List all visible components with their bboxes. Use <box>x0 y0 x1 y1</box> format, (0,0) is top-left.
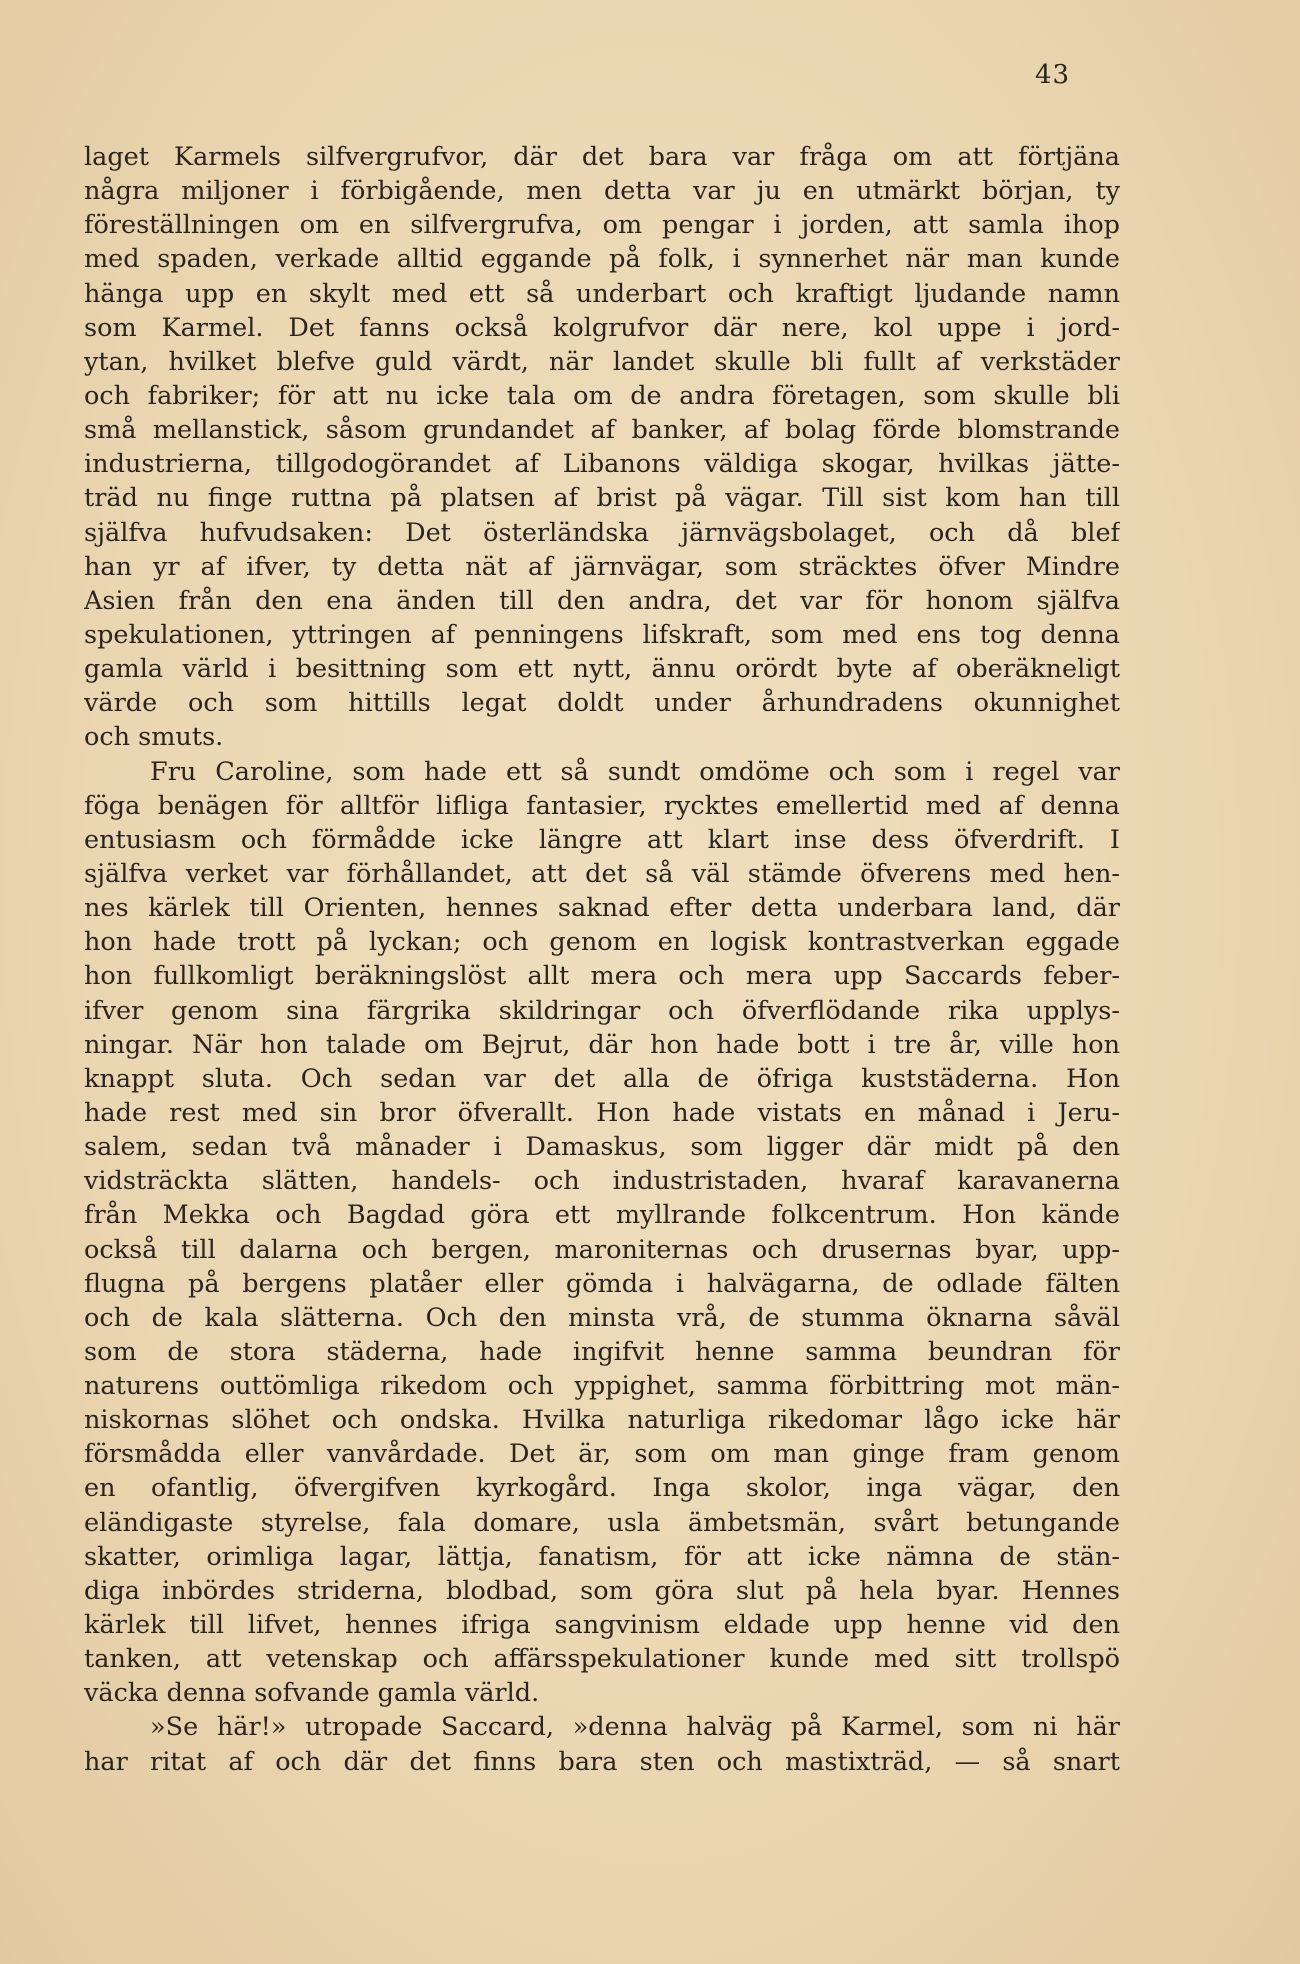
text-line: ifver genom sina färgrika skildringar och öfverflödande rika upplys- <box>84 995 1120 1026</box>
text-line: »Se här!» utropade Saccard, »denna halväg på Karmel, som ni här <box>150 1712 1120 1743</box>
text-line: eländigaste styrelse, fala domare, usla ämbetsmän, svårt betungande <box>84 1507 1120 1538</box>
text-line: knappt sluta. Och sedan var det alla de öfriga kuststäderna. Hon <box>84 1063 1120 1094</box>
text-line: nes kärlek till Orienten, hennes saknad efter detta underbara land, där <box>84 893 1120 924</box>
text-line: Fru Caroline, som hade ett så sundt omdöme och som i regel var <box>150 756 1120 787</box>
text-line: och smuts. <box>84 722 224 753</box>
text-line: niskornas slöhet och ondska. Hvilka naturliga rikedomar lågo icke här <box>84 1405 1120 1436</box>
text-line: föga benägen för alltför lifliga fantasier, rycktes emellertid med af denna <box>84 790 1120 821</box>
text-line: och de kala slätterna. Och den minsta vrå, de stumma öknarna såväl <box>84 1302 1120 1333</box>
text-line: naturens outtömliga rikedom och yppighet, samma förbittring mot män- <box>84 1371 1120 1402</box>
text-line: han yr af ifver, ty detta nät af järnvägar, som sträcktes öfver Mindre <box>84 551 1120 582</box>
text-line: diga inbördes striderna, blodbad, som göra slut på hela byar. Hennes <box>84 1575 1120 1606</box>
text-line: med spaden, verkade alltid eggande på folk, i synnerhet när man kunde <box>84 244 1120 275</box>
text-line: små mellanstick, såsom grundandet af banker, af bolag förde blomstrande <box>84 415 1120 446</box>
text-line: försmådda eller vanvårdade. Det är, som om man ginge fram genom <box>84 1439 1120 1470</box>
text-line: hon hade trott på lyckan; och genom en logisk kontrastverkan eggade <box>84 927 1120 958</box>
text-line: salem, sedan två månader i Damaskus, som ligger där midt på den <box>84 1132 1120 1163</box>
text-line: själfva hufvudsaken: Det österländska järnvägsbolaget, och då blef <box>84 517 1120 548</box>
text-line: spekulationen, yttringen af penningens lifskraft, som med ens tog denna <box>84 619 1120 650</box>
text-line: gamla värld i besittning som ett nytt, ännu orördt byte af oberäkneligt <box>84 654 1120 685</box>
text-line: entusiasm och förmådde icke längre att klart inse dess öfverdrift. I <box>84 824 1120 855</box>
text-line: värde och som hittills legat doldt under århundradens okunnighet <box>84 688 1120 719</box>
text-line: väcka denna sofvande gamla värld. <box>84 1678 540 1709</box>
text-line: tanken, att vetenskap och affärsspekulationer kunde med sitt trollspö <box>84 1644 1120 1675</box>
text-line: laget Karmels silfvergrufvor, där det bara var fråga om att förtjäna <box>84 142 1120 172</box>
text-line: föreställningen om en silfvergrufva, om pengar i jorden, att samla ihop <box>84 210 1120 241</box>
text-line: kärlek till lifvet, hennes ifriga sangvinism eldade upp henne vid den <box>84 1610 1120 1641</box>
page-number: 43 <box>1035 60 1071 90</box>
text-line: flugna på bergens platåer eller gömda i halvägarna, de odlade fälten <box>84 1268 1120 1299</box>
text-line: som de stora städerna, hade ingifvit henne samma beundran för <box>84 1336 1120 1367</box>
text-line: några miljoner i förbigående, men detta var ju en utmärkt början, ty <box>84 176 1120 207</box>
text-line: också till dalarna och bergen, maroniternas och drusernas byar, upp- <box>84 1234 1120 1265</box>
text-line: har ritat af och där det finns bara sten och mastixträd, — så snart <box>84 1746 1120 1777</box>
body-text <box>84 140 1120 1779</box>
text-line: från Mekka och Bagdad göra ett myllrande folkcentrum. Hon kände <box>84 1200 1120 1231</box>
text-line: Asien från den ena änden till den andra, det var för honom själfva <box>84 585 1120 616</box>
text-line: och fabriker; för att nu icke tala om de andra företagen, som skulle bli <box>84 380 1120 411</box>
text-line: vidsträckta slätten, handels- och industristaden, hvaraf karavanerna <box>84 1166 1120 1197</box>
text-line: skatter, orimliga lagar, lättja, fanatism, för att icke nämna de stän- <box>84 1541 1120 1572</box>
text-line: ningar. När hon talade om Bejrut, där hon hade bott i tre år, ville hon <box>84 1029 1120 1060</box>
text-line: hade rest med sin bror öfverallt. Hon hade vistats en månad i Jeru- <box>84 1097 1120 1128</box>
text-line: själfva verket var förhållandet, att det så väl stämde öfverens med hen- <box>84 858 1120 889</box>
text-line: hänga upp en skylt med ett så underbart och kraftigt ljudande namn <box>84 278 1120 309</box>
text-line: som Karmel. Det fanns också kolgrufvor där nere, kol uppe i jord- <box>84 312 1120 343</box>
text-line: ytan, hvilket blefve guld värdt, när landet skulle bli fullt af verkstäder <box>84 346 1120 377</box>
text-line: en ofantlig, öfvergifven kyrkogård. Inga skolor, inga vägar, den <box>84 1473 1120 1504</box>
text-line: hon fullkomligt beräkningslöst allt mera och mera upp Saccards feber- <box>84 961 1120 992</box>
text-line: träd nu finge ruttna på platsen af brist på vägar. Till sist kom han till <box>84 483 1120 514</box>
text-line: industrierna, tillgodogörandet af Libanons väldiga skogar, hvilkas jätte- <box>84 449 1120 480</box>
